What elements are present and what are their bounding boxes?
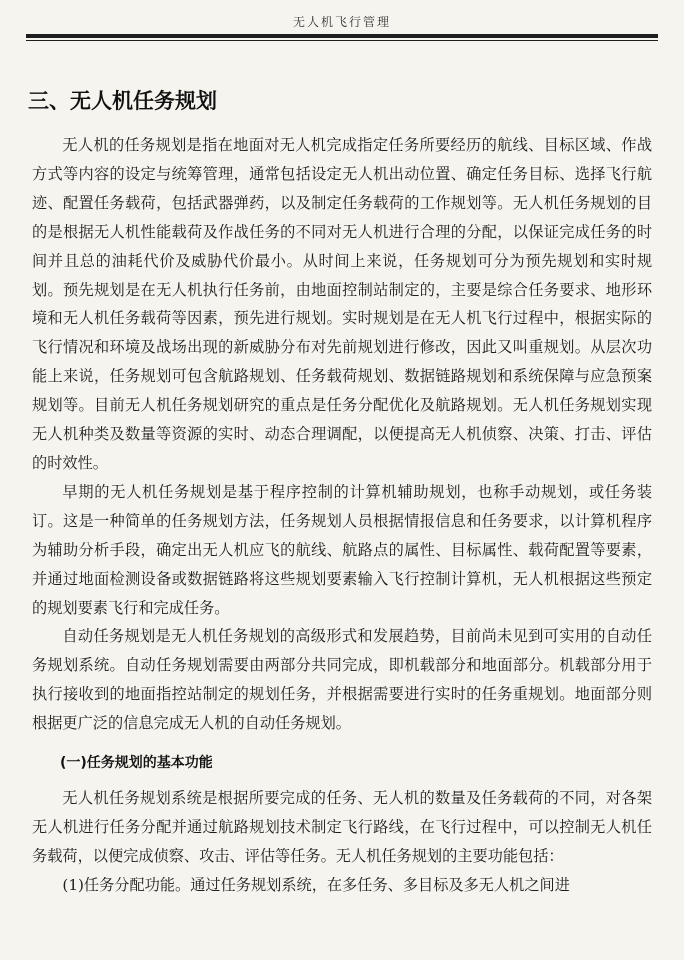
- body-paragraph-3: 自动任务规划是无人机任务规划的高级形式和发展趋势，目前尚未见到可实用的自动任务规划系统。自动任务规划需要由两部分共同完成，即机载部分和地面部分。机载部分用于执行接收到的地面指控站制定的规划任务，并根据需要进行实时的任务重规划。地面部分则根据更广泛的信息完成无人机的自动任务规划。: [32, 627, 652, 733]
- header-rule-thin: [26, 40, 658, 41]
- body-paragraph-2: 早期的无人机任务规划是基于程序控制的计算机辅助规划，也称手动规划，或任务装订。这是一种简单的任务规划方法，任务规划人员根据情报信息和任务要求，以计算机程序为辅助分析手段，确定出无人机应飞的航线、航路点的属性、目标属性、载荷配置等要素，并通过地面检测设备或数据链路将这些规划要素输入飞行控制计算机，无人机根据这些预定的规划要素飞行和完成任务。: [32, 482, 652, 617]
- header-rule-thick: [26, 34, 658, 38]
- subsection-title: (一)任务规划的基本功能: [60, 755, 213, 772]
- body-paragraph-1: 无人机的任务规划是指在地面对无人机完成指定任务所要经历的航线、目标区域、作战方式等内容的设定与统筹管理，通常包括设定无人机出动位置、确定任务目标、选择飞行航迹、配置任务载荷，包括武器弹药，以及制定任务载荷的工作规划等。无人机任务规划的目的是根据无人机性能载荷及作战任务的不同对无人机进行合理的分配，以保证完成任务的时间并且总的油耗代价及威胁代价最小。从时间上来说，任务规划可分为预先规划和实时规划。预先规划是在无人机执行任务前，由地面控制站制定的，主要是综合任务要求、地形环境和无人机任务载荷等因素，预先进行规划。实时规划是在无人机飞行过程中，根据实际的飞行情况和环境及战场出现的新威胁分布对先前规划进行修改，因此又叫重规划。从层次功能上来说，任务规划可包含航路规划、任务载荷规划、数据链路规划和系统保障与应急预案规划等。目前无人机任务规划研究的重点是任务分配优化及航路规划。无人机任务规划实现无人机种类及数量等资源的实时、动态合理调配，以便提高无人机侦察、决策、打击、评估的时效性。: [32, 136, 652, 472]
- list-item-task-allocation: (1)任务分配功能。通过任务规划系统，在多任务、多目标及多无人机之间进: [62, 875, 570, 894]
- section-title: 三、无人机任务规划: [28, 89, 217, 113]
- running-title: 无人机飞行管理: [292, 15, 391, 29]
- running-header: [26, 0, 658, 34]
- subsection-paragraph-1: 无人机任务规划系统是根据所要完成的任务、无人机的数量及任务载荷的不同，对各架无人机进行任务分配并通过航路规划技术制定飞行路线，在飞行过程中，可以控制无人机任务载荷，以便完成侦察、攻击、评估等任务。无人机任务规划的主要功能包括：: [32, 789, 652, 865]
